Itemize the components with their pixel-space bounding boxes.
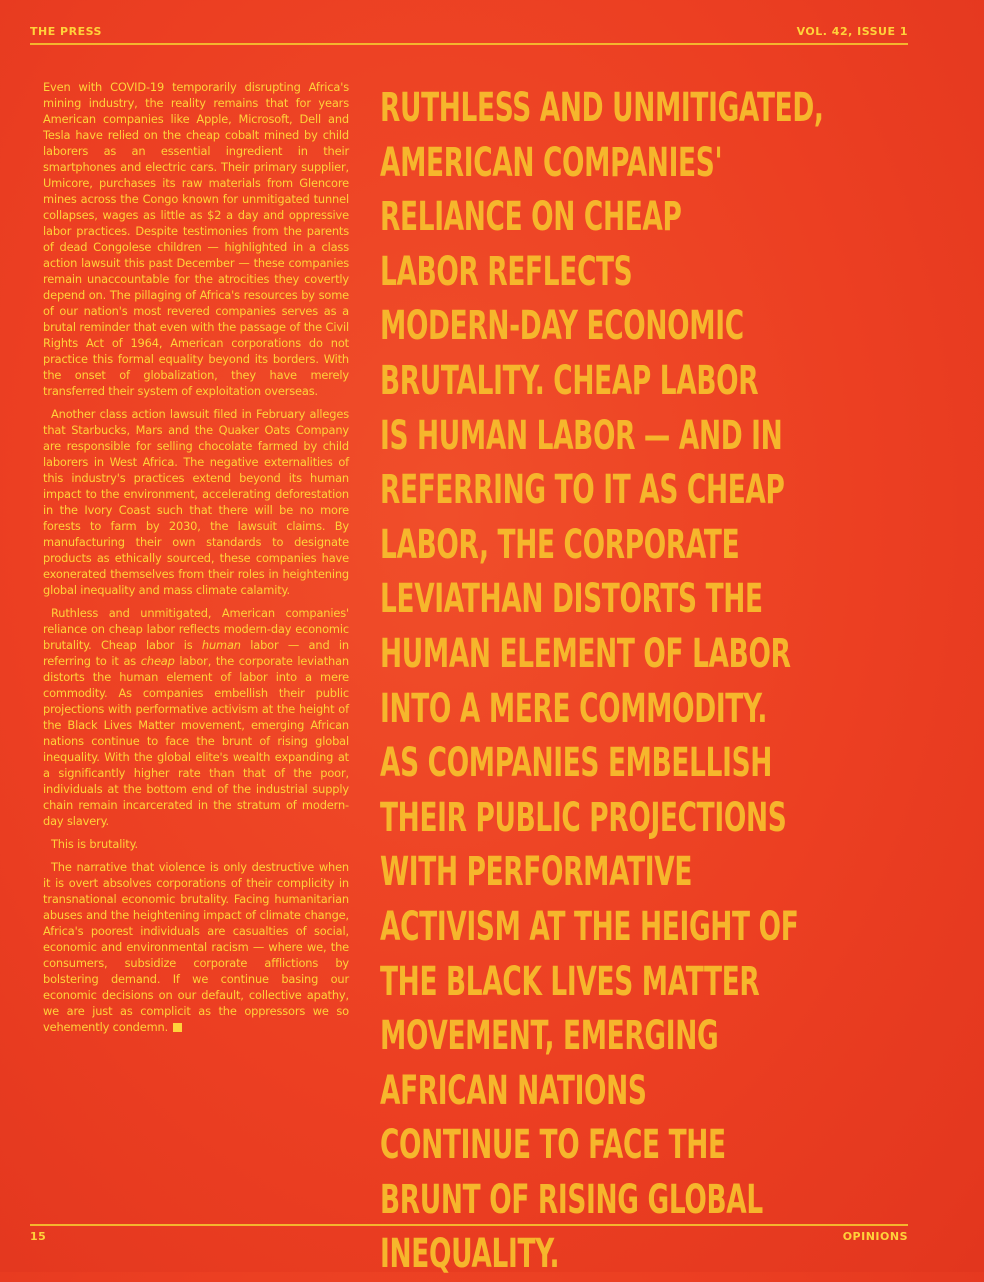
- article-paragraph-3: [43, 605, 349, 829]
- p3-text-c: labor — and in referring to it as: [43, 638, 350, 668]
- article-paragraph-2: Another class action lawsuit filed in February alleges that Starbucks, Mars and the Quaker Oats Company are responsible for selling chocolate farmed by child laborers in West Africa. The negative externalities of this industry's practices extend beyond its human impact to the environment, accelerating deforestation in the Ivory Coast such that there will be no more forests to farm by 2030, the lawsuit claims. By manufacturing their own standards to designate products as ethically sourced, these companies have exonerated themselves from their roles in heightening global inequality and mass climate calamity.: [43, 407, 349, 597]
- page-number: 15: [30, 1230, 47, 1243]
- pull-quote-line: WITH PERFORMATIVE: [380, 849, 693, 896]
- pull-quote-line: THEIR PUBLIC PROJECTIONS: [380, 794, 787, 841]
- pull-quote-line: MOVEMENT, EMERGING: [380, 1013, 719, 1060]
- pull-quote-line: BRUTALITY. CHEAP LABOR: [380, 357, 759, 404]
- section-label: OPINIONS: [842, 1230, 908, 1243]
- p3-text-a: Ruthless and unmitigated, American companies' reliance on cheap labor reflects modern-day economic brutality. Cheap labor is: [43, 606, 349, 652]
- issue-label: VOL. 42, ISSUE 1: [796, 25, 908, 38]
- footer-rule: [30, 1224, 908, 1226]
- p3-emphasis-human: human: [201, 638, 241, 652]
- pull-quote-line: BRUNT OF RISING GLOBAL: [380, 1176, 763, 1223]
- article-paragraph-5: [43, 859, 349, 1035]
- pull-quote-line: REFERRING TO IT AS CHEAP: [380, 467, 785, 514]
- pull-quote-line: AMERICAN COMPANIES': [380, 139, 723, 186]
- p3-emphasis-cheap: cheap: [140, 654, 175, 668]
- pull-quote-line: AS COMPANIES EMBELLISH: [380, 740, 773, 787]
- pull-quote: [380, 81, 880, 1282]
- pull-quote-line: IS HUMAN LABOR — AND IN: [380, 412, 783, 459]
- end-mark-icon: [173, 1023, 182, 1032]
- p3-text-e: labor, the corporate leviathan distorts the human element of labor into a mere commodity. As companies embellish their public projections with performative activism at the height of the Black Lives Matter movement, emerging African nations continue to face the brunt of rising global inequality. With the global elite's wealth expanding at a significantly higher rate than that of the poor, individuals at the bottom end of the industrial supply chain remain incarcerated in the stratum of modern-day slavery.: [43, 654, 349, 828]
- pull-quote-line: LABOR, THE CORPORATE: [380, 521, 740, 568]
- pull-quote-line: AFRICAN NATIONS: [380, 1067, 647, 1114]
- pull-quote-line: INEQUALITY.: [380, 1231, 560, 1278]
- pull-quote-line: RELIANCE ON CHEAP: [380, 194, 682, 241]
- pull-quote-line: ACTIVISM AT THE HEIGHT OF: [380, 903, 799, 950]
- pull-quote-line: MODERN-DAY ECONOMIC: [380, 303, 744, 350]
- pull-quote-line: HUMAN ELEMENT OF LABOR: [380, 630, 791, 677]
- header-rule: [30, 43, 908, 45]
- pull-quote-line: THE BLACK LIVES MATTER: [380, 958, 760, 1005]
- p5-text: The narrative that violence is only destructive when it is overt absolves corporations of their complicity in transnational economic brutality. Facing humanitarian abuses and the heightening impact of climate change, Africa's poorest individuals are casualties of social, economic and environmental racism — where we, the consumers, subsidize corporate afflictions by bolstering demand. If we continue basing our economic decisions on our default, collective apathy, we are just as complicit as the oppressors we so vehemently condemn.: [43, 860, 349, 1034]
- pull-quote-line: RUTHLESS AND UNMITIGATED,: [380, 85, 824, 131]
- publication-name: THE PRESS: [30, 25, 102, 38]
- article-body: [43, 79, 349, 1042]
- pull-quote-line: INTO A MERE COMMODITY.: [380, 685, 768, 732]
- article-paragraph-1: Even with COVID-19 temporarily disrupting Africa's mining industry, the reality remains that for years American companies like Apple, Microsoft, Dell and Tesla have relied on the cheap cobalt mined by child laborers as an essential ingredient in their smartphones and electric cars. Their primary supplier, Umicore, purchases its raw materials from Glencore mines across the Congo known for unmitigated tunnel collapses, wages as little as $2 a day and oppressive labor practices. Despite testimonies from the parents of dead Congolese children — highlighted in a class action lawsuit this past December — these companies remain unaccountable for the atrocities they covertly depend on. The pillaging of Africa's resources by some of our nation's most revered companies serves as a brutal reminder that even with the passage of the Civil Rights Act of 1964, American corporations do not practice this formal equality beyond its borders. With the onset of globalization, they have merely transferred their system of exploitation overseas.: [43, 80, 349, 398]
- pull-quote-line: LEVIATHAN DISTORTS THE: [380, 576, 763, 623]
- pull-quote-line: LABOR REFLECTS: [380, 248, 633, 295]
- article-paragraph-4: This is brutality.: [51, 837, 139, 851]
- pull-quote-line: CONTINUE TO FACE THE: [380, 1122, 726, 1169]
